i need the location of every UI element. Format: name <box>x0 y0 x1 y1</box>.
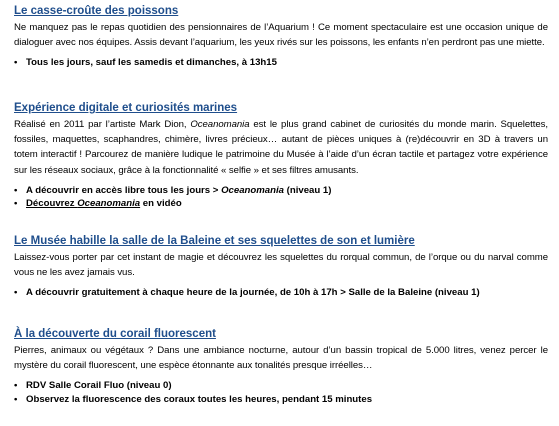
list-item-text: Tous les jours, sauf les samedis et dimanches, à 13h15 <box>26 57 277 69</box>
list-item <box>14 379 548 393</box>
bullet-list <box>14 379 548 406</box>
section-heading: Expérience digitale et curiosités marines <box>14 102 238 114</box>
section-fish-feeding <box>14 4 548 70</box>
section-body: Pierres, animaux ou végétaux ? Dans une ambiance nocturne, autour d’un bassin tropical de 5.000 litres, venez percer le mystère du corail fluorescent, une espèce étonnante aux tonalités presque irréelles… <box>14 345 548 372</box>
list-item <box>14 197 548 211</box>
section-fluorescent-coral <box>14 327 548 406</box>
section-whale-hall <box>14 234 548 300</box>
link-italic: Oceanomania <box>77 198 141 210</box>
bullet-icon: • <box>14 184 18 196</box>
list-item <box>14 393 548 407</box>
section-body <box>14 117 548 178</box>
list-item <box>14 286 548 300</box>
list-item-text: (niveau 1) <box>283 184 332 196</box>
list-item-text: RDV Salle Corail Fluo (niveau 0) <box>26 380 172 392</box>
bullet-list <box>14 286 548 300</box>
bullet-icon: • <box>14 393 18 405</box>
section-body: Laissez-vous porter par cet instant de magie et découvrez les squelettes du rorqual commun, de l’orque ou du narval comme vous ne les avez jamais vus. <box>14 252 548 279</box>
bullet-icon: • <box>14 198 18 210</box>
list-item-text: A découvrir en accès libre tous les jours > <box>26 184 222 196</box>
bullet-icon: • <box>14 380 18 392</box>
bullet-icon: • <box>14 287 18 299</box>
list-item-text: A découvrir gratuitement à chaque heure de la journée, de 10h à 17h > Salle de la Baleine (niveau 1) <box>26 287 480 299</box>
section-heading: Le Musée habille la salle de la Baleine et ses squelettes de son et lumière <box>14 235 415 247</box>
body-italic-text: Oceanomania <box>190 119 250 130</box>
list-item <box>14 56 548 70</box>
list-item-italic: Oceanomania <box>221 184 284 196</box>
section-heading: Le casse-croûte des poissons <box>14 5 179 17</box>
section-heading: À la découverte du corail fluorescent <box>14 328 216 340</box>
list-item <box>14 184 548 198</box>
section-body: Ne manquez pas le repas quotidien des pensionnaires de l’Aquarium ! Ce moment spectaculaire est une occasion unique de dialoguer avec nos équipes. Assis devant l’aquarium, les yeux rivés sur les poissons, les enfants n’en perdront pas une miette. <box>14 22 548 49</box>
video-link[interactable] <box>26 198 140 209</box>
bullet-list <box>14 184 548 211</box>
body-text: est le plus grand cabinet de curiosités du monde marin. Squelettes, fossiles, maquettes, scaphandres, chimère, livres précieux… autant de pièces uniques à (re)découvrir en 3D à travers un totem interactif ! Parcourez de manière ludique le patrimoine du Musée à l’aide d’un écran tactile et partagez votre expérience sur les réseaux sociaux, grâce à la fonctionnalité « selfie » et ses filtres amusants. <box>14 119 548 176</box>
list-item-text: Observez la fluorescence des coraux toutes les heures, pendant 15 minutes <box>26 393 373 405</box>
section-digital-experience <box>14 101 548 211</box>
bullet-icon: • <box>14 57 18 69</box>
body-text: Réalisé en 2011 par l’artiste Mark Dion, <box>14 119 191 130</box>
link-text: Découvrez <box>26 198 78 210</box>
list-item-text: en vidéo <box>140 198 182 210</box>
bullet-list <box>14 56 548 70</box>
